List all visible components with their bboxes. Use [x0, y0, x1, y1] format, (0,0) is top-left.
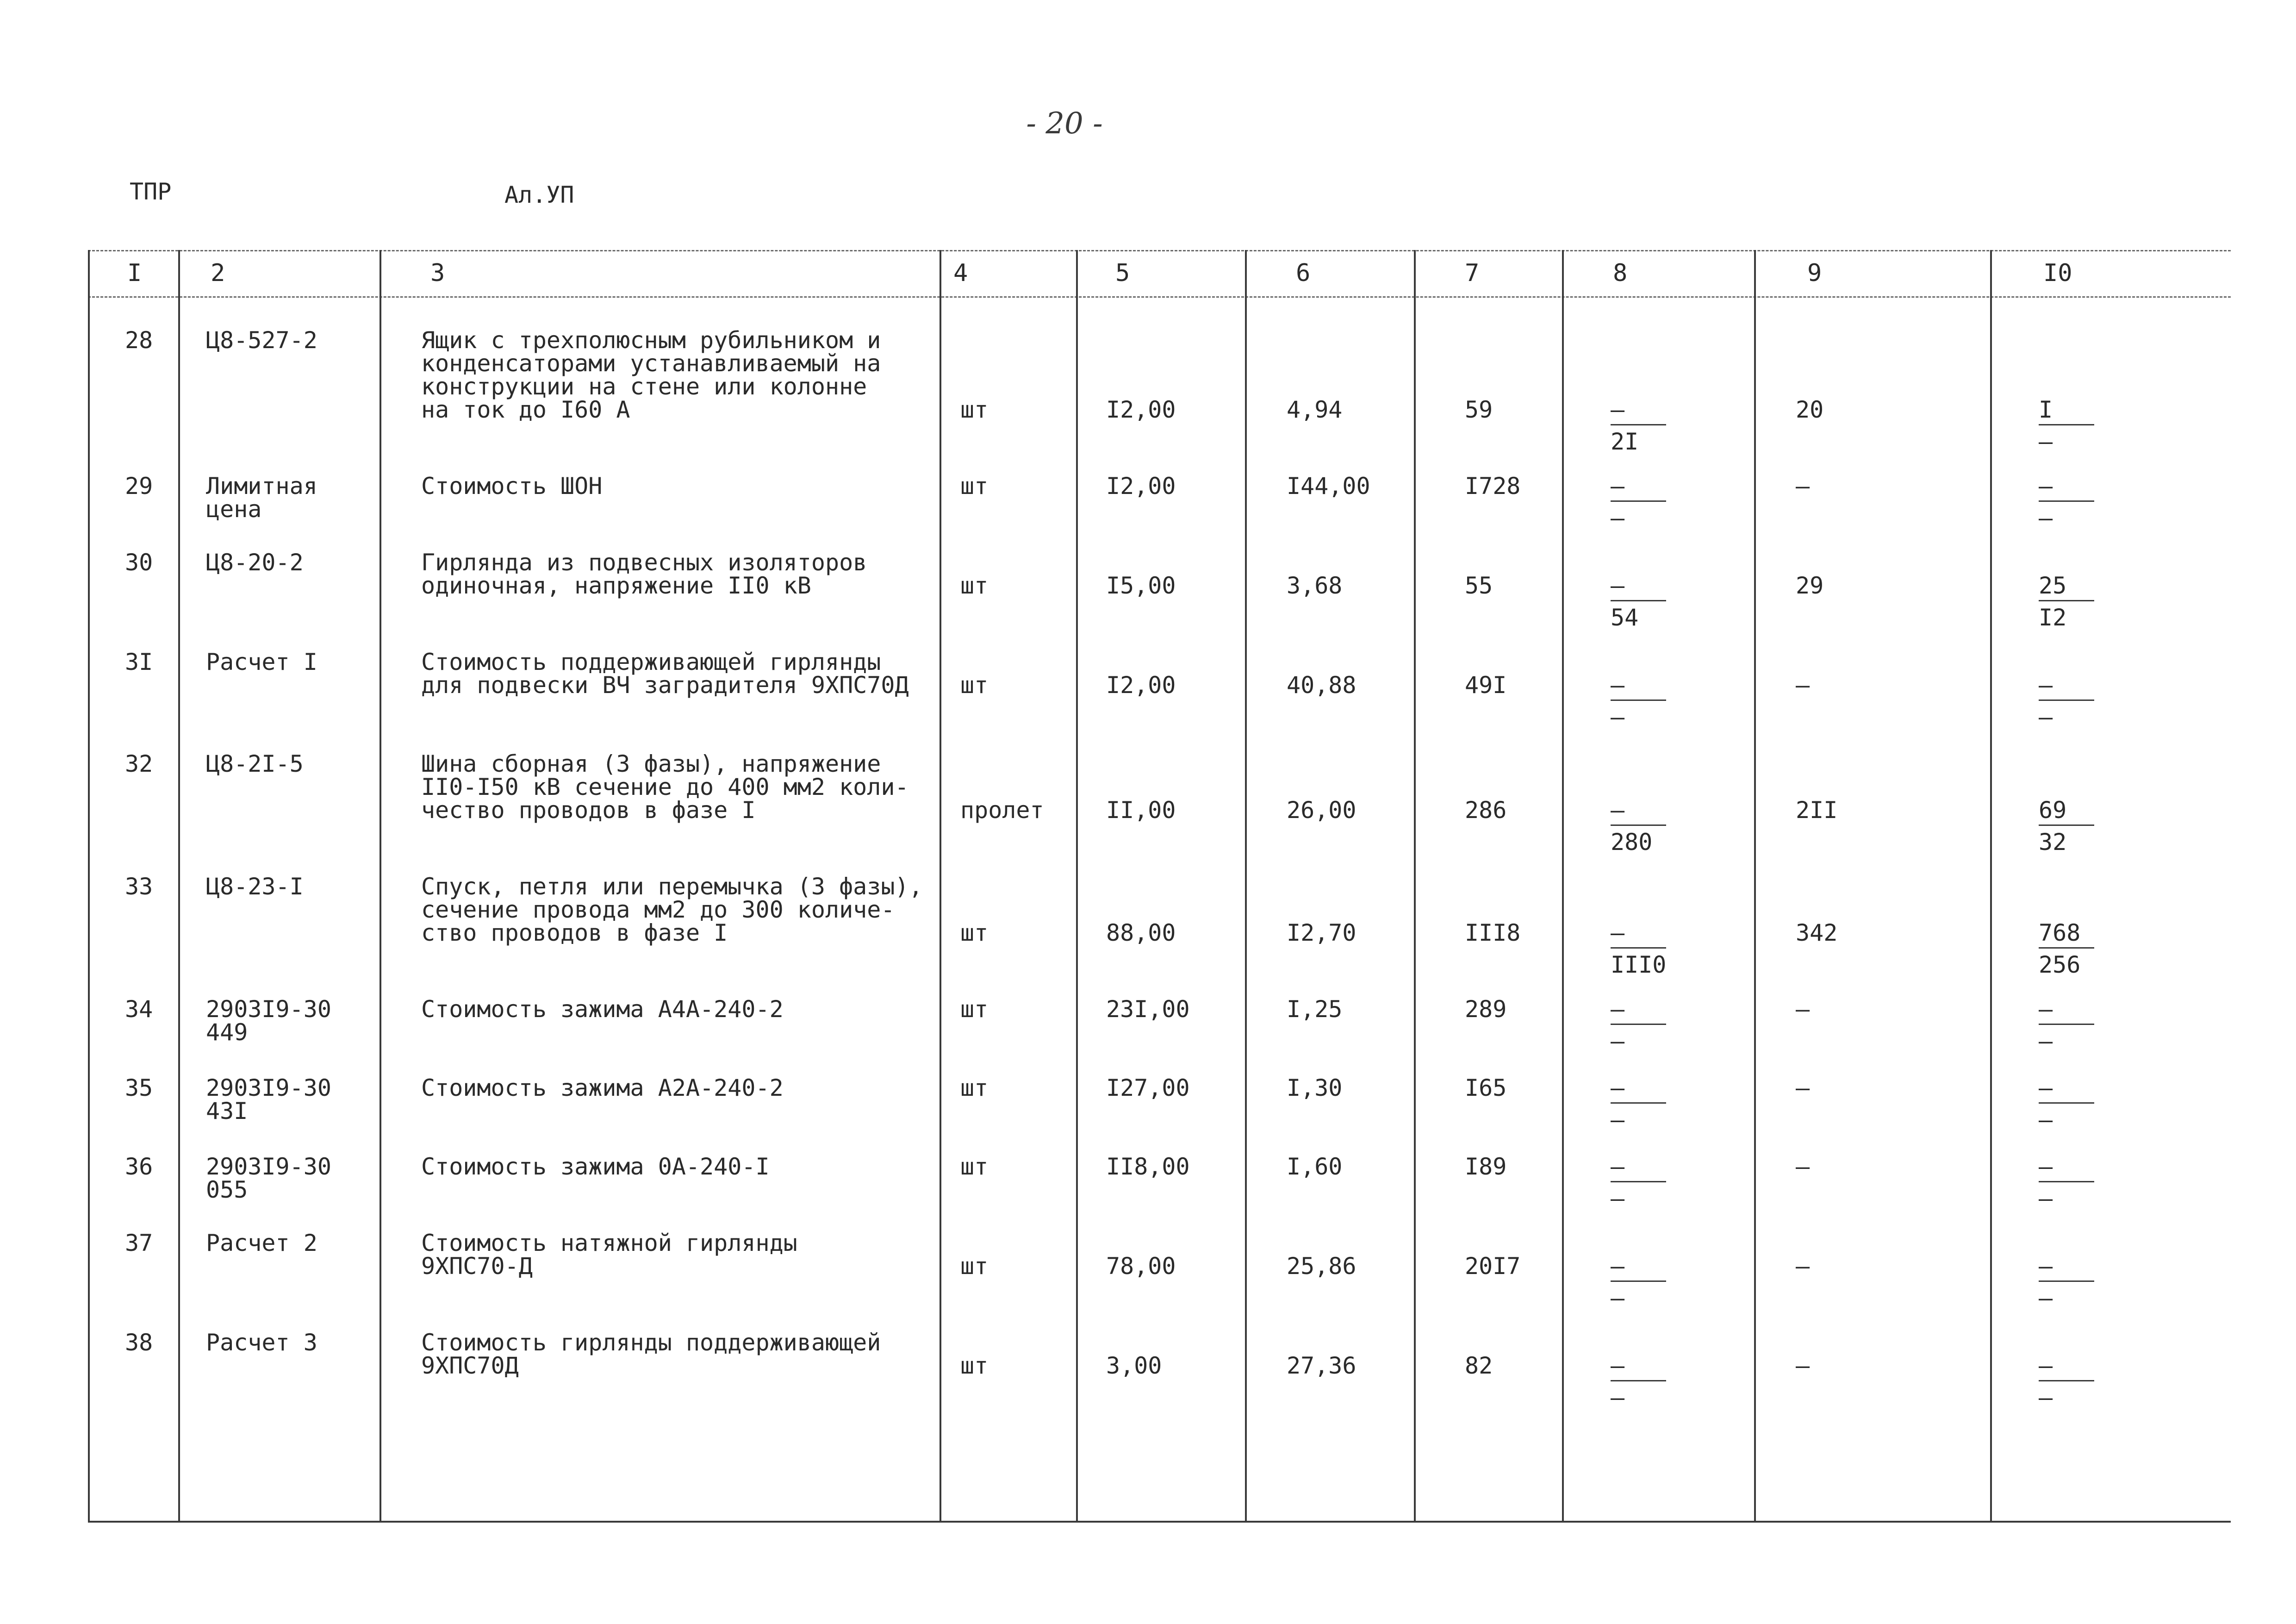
col8-denominator: – — [1611, 505, 1625, 531]
col8-fraction — [1611, 475, 1666, 530]
header-separator — [88, 296, 2231, 298]
col9-value: – — [1796, 1074, 1810, 1101]
quantity: 23I,00 — [1106, 996, 1190, 1023]
col10-numerator: 768 — [2039, 921, 2094, 949]
description-line: Стоимость натяжной гирлянды — [421, 1230, 797, 1256]
unit-price: I2,70 — [1287, 919, 1356, 946]
description-line: Стоимость зажима А4А-240-2 — [421, 996, 784, 1023]
quantity: I5,00 — [1106, 572, 1176, 599]
description-line: ство проводов в фазе I — [421, 919, 728, 946]
total-cost: 289 — [1465, 996, 1507, 1023]
norm-code: Ц8-23-I — [206, 873, 304, 900]
col8-denominator: – — [1611, 1384, 1625, 1411]
norm-code: цена — [206, 496, 262, 523]
column-header: 8 — [1613, 259, 1628, 287]
col8-denominator: 280 — [1611, 829, 1653, 856]
col8-fraction — [1611, 998, 1666, 1053]
quantity: II8,00 — [1106, 1153, 1190, 1180]
row-number: 32 — [125, 750, 153, 777]
unit-price: 40,88 — [1287, 672, 1356, 699]
norm-code: 449 — [206, 1019, 248, 1046]
col8-numerator: – — [1611, 398, 1666, 425]
quantity: 3,00 — [1106, 1352, 1162, 1379]
column-divider — [1076, 250, 1078, 1521]
total-cost: 286 — [1465, 797, 1507, 824]
description-line: Стоимость зажима А2А-240-2 — [421, 1074, 784, 1101]
quantity: I2,00 — [1106, 396, 1176, 423]
norm-code: 43I — [206, 1098, 248, 1124]
unit: шт — [960, 919, 989, 946]
header-sheet: Ал.УП — [504, 181, 574, 208]
col9-value: 29 — [1796, 572, 1824, 599]
col8-numerator: – — [1611, 674, 1666, 701]
page-number: - 20 - — [1026, 106, 1103, 141]
col10-denominator: – — [2039, 1028, 2053, 1055]
description-line: Шина сборная (3 фазы), напряжение — [421, 750, 881, 777]
col10-denominator: 32 — [2039, 829, 2067, 856]
col10-fraction — [2039, 921, 2094, 976]
total-cost: I89 — [1465, 1153, 1507, 1180]
col10-fraction — [2039, 574, 2094, 629]
col9-value: – — [1796, 996, 1810, 1023]
col8-denominator: – — [1611, 704, 1625, 731]
col8-denominator: 2I — [1611, 428, 1639, 455]
column-header: 3 — [430, 259, 445, 287]
total-cost: 59 — [1465, 396, 1493, 423]
estimate-table — [88, 250, 2231, 1523]
column-header: I — [127, 259, 142, 287]
unit: шт — [960, 396, 989, 423]
column-header: I0 — [2043, 259, 2072, 287]
col10-denominator: 256 — [2039, 951, 2081, 978]
row-number: 36 — [125, 1153, 153, 1180]
col8-numerator: – — [1611, 1255, 1666, 1282]
total-cost: 82 — [1465, 1352, 1493, 1379]
col10-fraction — [2039, 1255, 2094, 1310]
quantity: 88,00 — [1106, 919, 1176, 946]
description-line: сечение провода мм2 до 300 количе- — [421, 896, 895, 923]
col10-numerator: I — [2039, 398, 2094, 425]
norm-code: Ц8-20-2 — [206, 549, 304, 576]
unit-price: 25,86 — [1287, 1253, 1356, 1280]
description-line: Стоимость зажима 0А-240-I — [421, 1153, 770, 1180]
col8-fraction — [1611, 921, 1666, 976]
unit-price: I,60 — [1287, 1153, 1343, 1180]
col10-fraction — [2039, 799, 2094, 854]
col8-fraction — [1611, 398, 1666, 453]
col10-denominator: I2 — [2039, 604, 2067, 631]
norm-code: Ц8-527-2 — [206, 327, 317, 354]
col10-denominator: – — [2039, 505, 2053, 531]
norm-code: 2903I9-30 — [206, 1153, 331, 1180]
quantity: I2,00 — [1106, 672, 1176, 699]
norm-code: 2903I9-30 — [206, 996, 331, 1023]
col10-denominator: – — [2039, 1285, 2053, 1312]
unit-price: 26,00 — [1287, 797, 1356, 824]
unit-price: I,25 — [1287, 996, 1343, 1023]
description-line: Спуск, петля или перемычка (3 фазы), — [421, 873, 923, 900]
total-cost: III8 — [1465, 919, 1521, 946]
column-header: 7 — [1465, 259, 1480, 287]
col9-value: – — [1796, 1153, 1810, 1180]
col10-numerator: – — [2039, 1155, 2094, 1182]
total-cost: I728 — [1465, 473, 1521, 500]
row-number: 38 — [125, 1329, 153, 1356]
column-divider — [1754, 250, 1756, 1521]
col10-fraction — [2039, 1155, 2094, 1210]
unit: шт — [960, 572, 989, 599]
norm-code: Расчет 3 — [206, 1329, 317, 1356]
unit-price: 4,94 — [1287, 396, 1343, 423]
col10-denominator: – — [2039, 1185, 2053, 1212]
norm-code: 055 — [206, 1176, 248, 1203]
col10-numerator: – — [2039, 1255, 2094, 1282]
col9-value: 20 — [1796, 396, 1824, 423]
quantity: 78,00 — [1106, 1253, 1176, 1280]
col10-fraction — [2039, 475, 2094, 530]
col10-denominator: – — [2039, 428, 2053, 455]
col10-numerator: – — [2039, 998, 2094, 1025]
description-line: конденсаторами устанавливаемый на — [421, 350, 881, 377]
col10-fraction — [2039, 998, 2094, 1053]
col10-numerator: – — [2039, 1354, 2094, 1381]
col9-value: – — [1796, 473, 1810, 500]
unit-price: 27,36 — [1287, 1352, 1356, 1379]
description-line: конструкции на стене или колонне — [421, 373, 867, 400]
col8-fraction — [1611, 1255, 1666, 1310]
col8-fraction — [1611, 1354, 1666, 1409]
column-divider — [1414, 250, 1416, 1521]
row-number: 28 — [125, 327, 153, 354]
col10-denominator: – — [2039, 1106, 2053, 1133]
quantity: I2,00 — [1106, 473, 1176, 500]
col8-denominator: – — [1611, 1285, 1625, 1312]
description-line: 9ХПС70Д — [421, 1352, 519, 1379]
column-header: 4 — [953, 259, 968, 287]
norm-code: Расчет 2 — [206, 1230, 317, 1256]
col8-denominator: – — [1611, 1106, 1625, 1133]
col8-numerator: – — [1611, 1155, 1666, 1182]
col8-numerator: – — [1611, 998, 1666, 1025]
col10-fraction — [2039, 1076, 2094, 1131]
col9-value: 342 — [1796, 919, 1838, 946]
unit: шт — [960, 672, 989, 699]
description-line: Стоимость поддерживающей гирлянды — [421, 649, 881, 675]
unit-price: I44,00 — [1287, 473, 1370, 500]
total-cost: 55 — [1465, 572, 1493, 599]
col10-fraction — [2039, 398, 2094, 453]
total-cost: 20I7 — [1465, 1253, 1521, 1280]
description-line: II0-I50 кВ сечение до 400 мм2 коли- — [421, 774, 909, 800]
norm-code: Лимитная — [206, 473, 317, 500]
row-number: 3I — [125, 649, 153, 675]
col9-value: – — [1796, 1352, 1810, 1379]
col9-value: 2II — [1796, 797, 1838, 824]
column-header: 2 — [211, 259, 225, 287]
column-divider — [88, 250, 90, 1521]
unit: шт — [960, 473, 989, 500]
row-number: 29 — [125, 473, 153, 500]
col8-denominator: III0 — [1611, 951, 1667, 978]
col10-numerator: – — [2039, 475, 2094, 502]
unit: шт — [960, 1074, 989, 1101]
column-divider — [1990, 250, 1992, 1521]
row-number: 37 — [125, 1230, 153, 1256]
unit: шт — [960, 1253, 989, 1280]
col10-numerator: – — [2039, 1076, 2094, 1104]
col8-fraction — [1611, 1076, 1666, 1131]
col10-numerator: 69 — [2039, 799, 2094, 826]
description-line: для подвески ВЧ заградителя 9ХПС70Д — [421, 672, 909, 699]
row-number: 34 — [125, 996, 153, 1023]
col8-denominator: – — [1611, 1185, 1625, 1212]
unit: шт — [960, 996, 989, 1023]
unit-price: 3,68 — [1287, 572, 1343, 599]
col8-denominator: 54 — [1611, 604, 1639, 631]
col10-fraction — [2039, 1354, 2094, 1409]
description-line: на ток до I60 А — [421, 396, 630, 423]
col8-numerator: – — [1611, 1076, 1666, 1104]
description-line: 9ХПС70-Д — [421, 1253, 533, 1280]
col10-fraction — [2039, 674, 2094, 729]
quantity: I27,00 — [1106, 1074, 1190, 1101]
column-divider — [1245, 250, 1247, 1521]
description-line: чество проводов в фазе I — [421, 797, 756, 824]
norm-code: 2903I9-30 — [206, 1074, 331, 1101]
row-number: 30 — [125, 549, 153, 576]
col8-fraction — [1611, 1155, 1666, 1210]
norm-code: Расчет I — [206, 649, 317, 675]
total-cost: I65 — [1465, 1074, 1507, 1101]
quantity: II,00 — [1106, 797, 1176, 824]
col8-numerator: – — [1611, 1354, 1666, 1381]
column-divider — [380, 250, 381, 1521]
table-top-border — [88, 250, 2231, 251]
description-line: Гирлянда из подвесных изоляторов — [421, 549, 867, 576]
col8-fraction — [1611, 799, 1666, 854]
unit-price: I,30 — [1287, 1074, 1343, 1101]
description-line: одиночная, напряжение II0 кВ — [421, 572, 811, 599]
column-header: 5 — [1115, 259, 1130, 287]
col8-fraction — [1611, 574, 1666, 629]
unit: шт — [960, 1153, 989, 1180]
col8-numerator: – — [1611, 574, 1666, 601]
column-header: 9 — [1807, 259, 1822, 287]
col10-denominator: – — [2039, 1384, 2053, 1411]
row-number: 35 — [125, 1074, 153, 1101]
total-cost: 49I — [1465, 672, 1507, 699]
col10-numerator: 25 — [2039, 574, 2094, 601]
col9-value: – — [1796, 1253, 1810, 1280]
norm-code: Ц8-2I-5 — [206, 750, 304, 777]
unit: пролет — [960, 797, 1044, 824]
col8-fraction — [1611, 674, 1666, 729]
column-divider — [940, 250, 941, 1521]
col8-numerator: – — [1611, 799, 1666, 826]
description-line: Стоимость ШОН — [421, 473, 603, 500]
table-bottom-border — [88, 1521, 2231, 1523]
header-code: ТПР — [130, 178, 172, 205]
col10-denominator: – — [2039, 704, 2053, 731]
col8-numerator: – — [1611, 921, 1666, 949]
col9-value: – — [1796, 672, 1810, 699]
description-line: Стоимость гирлянды поддерживающей — [421, 1329, 881, 1356]
column-header: 6 — [1296, 259, 1311, 287]
col8-numerator: – — [1611, 475, 1666, 502]
column-divider — [1562, 250, 1564, 1521]
col8-denominator: – — [1611, 1028, 1625, 1055]
column-divider — [178, 250, 180, 1521]
col10-numerator: – — [2039, 674, 2094, 701]
description-line: Ящик с трехполюсным рубильником и — [421, 327, 881, 354]
unit: шт — [960, 1352, 989, 1379]
row-number: 33 — [125, 873, 153, 900]
